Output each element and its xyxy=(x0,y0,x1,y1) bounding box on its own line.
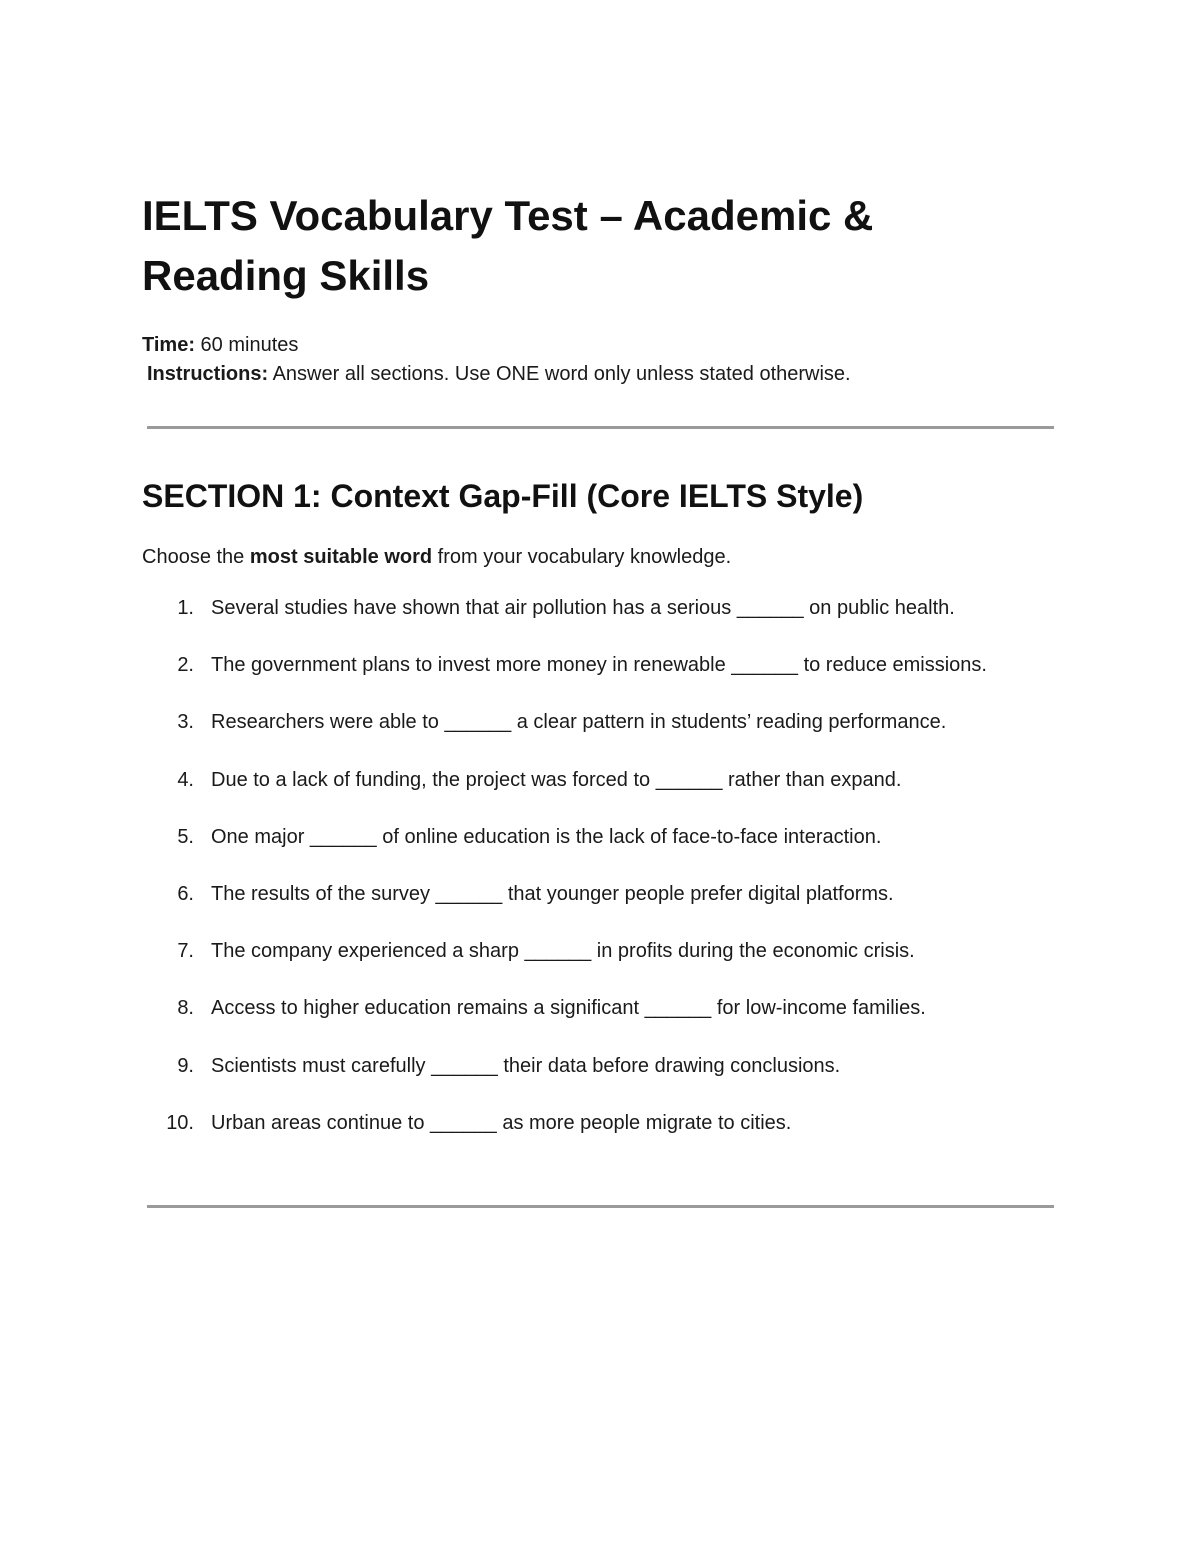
title-line-2: Reading Skills xyxy=(142,252,430,299)
question-item xyxy=(0,594,1200,651)
question-text: Several studies have shown that air pollution has a serious ______ on public health. xyxy=(211,597,955,619)
question-text: The results of the survey ______ that younger people prefer digital platforms. xyxy=(211,882,894,905)
question-text: One major ______ of online education is the lack of face-to-face interaction. xyxy=(211,825,882,848)
instructions-value: Answer all sections. Use ONE word only unless stated otherwise. xyxy=(268,363,851,385)
question-number: 6. xyxy=(177,882,194,905)
question-number: 9. xyxy=(177,1054,194,1077)
question-item xyxy=(0,823,1200,880)
question-number: 2. xyxy=(177,654,194,677)
question-text: Urban areas continue to ______ as more people migrate to cities. xyxy=(211,1111,792,1134)
question-number: 5. xyxy=(177,825,194,848)
section-1-heading: SECTION 1: Context Gap-Fill (Core IELTS Style) xyxy=(142,478,864,514)
question-text: Researchers were able to ______ a clear pattern in students’ reading performance. xyxy=(211,711,947,734)
question-number: 3. xyxy=(177,711,194,734)
question-item xyxy=(0,766,1200,823)
horizontal-divider-top xyxy=(147,426,1054,429)
horizontal-divider-bottom xyxy=(147,1205,1054,1208)
question-number: 10. xyxy=(166,1111,194,1134)
question-text: Access to higher education remains a significant ______ for low-income families. xyxy=(211,997,926,1020)
time-label: Time: xyxy=(142,334,195,356)
question-number: 8. xyxy=(177,997,194,1020)
question-number: 1. xyxy=(177,597,194,619)
question-list xyxy=(0,594,1200,1166)
instructions-row xyxy=(142,360,1092,389)
title-line-1: IELTS Vocabulary Test – Academic & xyxy=(142,192,874,239)
question-text: The government plans to invest more money in renewable ______ to reduce emissions. xyxy=(211,654,987,677)
intro-text-before: Choose the xyxy=(142,546,250,568)
time-value: 60 minutes xyxy=(194,334,299,356)
time-row xyxy=(142,331,1092,360)
question-number: 7. xyxy=(177,940,194,963)
question-item xyxy=(0,880,1200,937)
question-text: Scientists must carefully ______ their data before drawing conclusions. xyxy=(211,1054,841,1077)
document-title xyxy=(142,186,1042,306)
question-item xyxy=(0,1052,1200,1109)
intro-text-after: from your vocabulary knowledge. xyxy=(432,546,732,568)
instructions-label: Instructions: xyxy=(147,363,269,385)
question-item xyxy=(0,1109,1200,1166)
intro-text-bold: most suitable word xyxy=(249,546,433,568)
question-item xyxy=(0,994,1200,1051)
question-item xyxy=(0,651,1200,708)
test-meta xyxy=(142,331,1092,389)
question-text: Due to a lack of funding, the project was forced to ______ rather than expand. xyxy=(211,768,902,791)
question-item xyxy=(0,708,1200,765)
question-text: The company experienced a sharp ______ in profits during the economic crisis. xyxy=(211,940,915,963)
question-number: 4. xyxy=(177,768,194,791)
section-1-instructions xyxy=(142,543,731,571)
question-item xyxy=(0,937,1200,994)
